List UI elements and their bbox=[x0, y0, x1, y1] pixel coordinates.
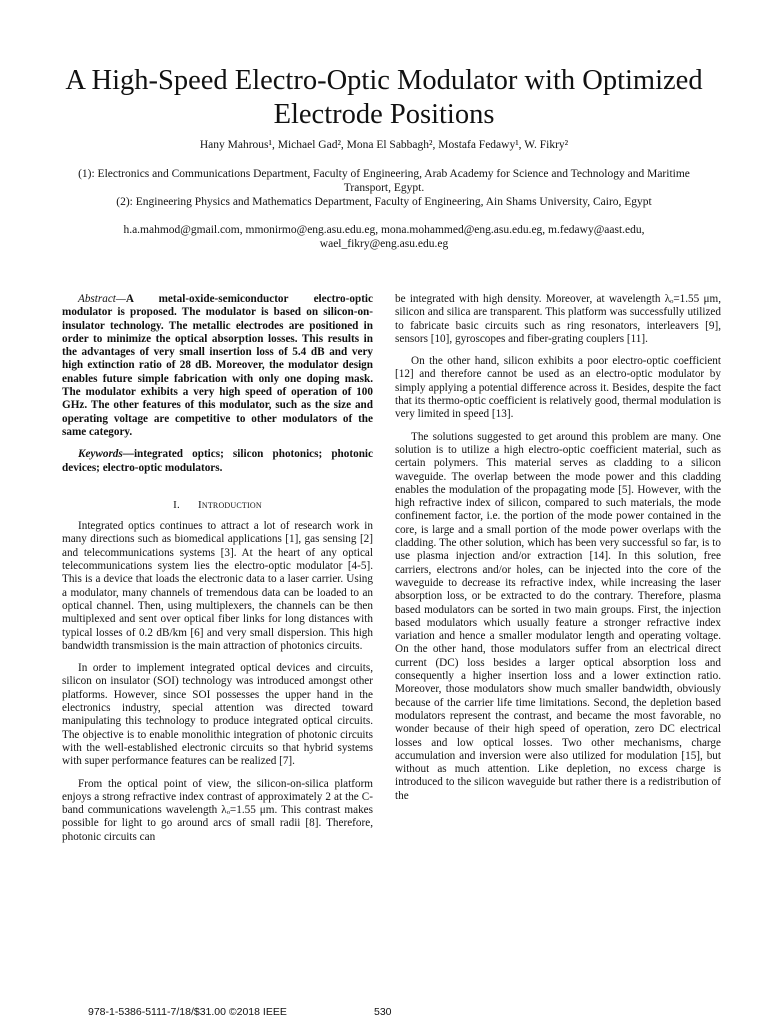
right-column bbox=[395, 293, 721, 812]
right-paragraph-3: The solutions suggested to get around this problem are many. One solution is to utilize a high electro-optic coefficient material, such as certain polymers. This material serves as cladding to a silicon waveguide. The overlap between the mode power and this cladding enables the modulation of the propagating mode [5]. However, with the high refractive index of silicon, compared to such materials, the mode confinement factor, i.e. the portion of the mode power contained in the core, is large and a small portion of the mode power overlaps with the cladding. The other solution, which has been very successful so far, is to use plasma injection and/or extraction [14]. In this solution, free carriers, electrons and/or holes, can be injected into the core of the waveguide to decrease its refractive index, while increasing the laser absorption loss, or be extracted to do the contrary. Therefore, plasma based modulators can be sorted in two main groups. First, the injection based modulators which usually feature a stronger refractive index variation and hence a smaller modulator length and operating voltage. On the other hand, those modulators suffer from an electrical direct current (DC) loss besides a larger optical absorption loss and consequently a higher insertion loss and a lower extinction ratio. Moreover, those modulators show much smaller bandwidth, obviously because of the carrier life time limitations. Second, the depletion based modulators represent the contrast, and became the most favorable, no wonder because of their high speed of operation, zero DC electrical losses and low optical losses. Two other mechanisms, charge accumulation and inversion were also utilized for modulation [15], but without as much attention. Like depletion, no excess charge is introduced to the silicon waveguide but rather there is a redistribution of the bbox=[395, 430, 721, 802]
paper-title: A High-Speed Electro-Optic Modulator with Optimized Electrode Positions bbox=[65, 65, 703, 130]
affiliations bbox=[60, 167, 708, 209]
right-paragraph-1: be integrated with high density. Moreover, at wavelength λₒ=1.55 μm, silicon and silica are transparent. This platform was successfully utilized to fabricate basic circuits such as ring resonators, interleavers [9], sensors [10], gyroscopes and fiber-grating couplers [11]. bbox=[395, 293, 721, 345]
intro-paragraph-2: In order to implement integrated optical devices and circuits, silicon on insulator (SOI) technology was introduced amongst other platforms. However, since SOI possesses the upper hand in the electronics industry, special attention was directed toward manipulating this technology to produce integrated optical circuits. The objective is to enable monolithic integration of photonic circuits with the well-established electronic circuits so that hybrid systems with super performance features can be realized [7]. bbox=[62, 662, 373, 768]
keywords-text: integrated optics; silicon photonics; photonic devices; electro-optic modulators. bbox=[62, 448, 373, 474]
footer-page-number: 530 bbox=[374, 1006, 392, 1018]
right-paragraph-2: On the other hand, silicon exhibits a poor electro-optic coefficient [12] and therefore cannot be used as an electro-optic modulator by simply applying a potential difference across it. Besides, despite the fact that its thermo-optic coefficient is relatively good, thermal modulation is very limited in speed [13]. bbox=[395, 355, 721, 421]
abstract-text: A metal-oxide-semiconductor electro-optic modulator is proposed. The modulator is based on silicon-on-insulator technology. The metallic electrodes are positioned in order to minimize the optical absorption losses. This results in the advantages of very small insertion loss of 5.4 dB and very high extinction ratio of 28 dB. Moreover, the modulator design enables future simple fabrication with only one doping mask. The modulator exhibits a very high speed of operation of 100 GHz. The other features of this modulator, such as the size and operating voltage are competitive to other modulators of the same category. bbox=[62, 293, 373, 438]
section-title: Introduction bbox=[197, 498, 262, 511]
author-emails: h.a.mahmod@gmail.com, mmonirmo@eng.asu.edu.eg, mona.mohammed@eng.asu.edu.eg, m.fedawy@aast.edu, wael_fikry@eng.asu.edu.eg bbox=[123, 224, 645, 250]
intro-paragraph-1: Integrated optics continues to attract a lot of research work in many directions such as biomedical applications [1], gas sensing [2] and telecommunications systems [3]. At the heart of any optical telecommunications system lies the electro-optic modulator [4-5]. This is a device that loads the electronic data to a laser carrier. Using a modulator, many channels of tremendous data can be loaded to an optical channel. Then, using multiplexers, the channels can be then multiplexed and sent over optical fiber links for long distances with typical losses of 0.2 dB/km [6] and very small dispersion. This high bandwidth transmission is the main attraction of photonics circuits. bbox=[62, 520, 373, 652]
keywords-label: Keywords— bbox=[78, 448, 134, 461]
keywords bbox=[62, 448, 373, 475]
left-column bbox=[62, 293, 373, 853]
affiliation-2: (2): Engineering Physics and Mathematics Department, Faculty of Engineering, Ain Shams University, Cairo, Egypt bbox=[116, 196, 652, 208]
section-number: I. bbox=[173, 498, 180, 511]
section-heading bbox=[62, 499, 373, 512]
author-list: Hany Mahrous¹, Michael Gad², Mona El Sabbagh², Mostafa Fedawy¹, W. Fikry² bbox=[199, 139, 569, 151]
abstract-label: Abstract— bbox=[78, 293, 126, 305]
footer-copyright: 978-1-5386-5111-7/18/$31.00 ©2018 IEEE bbox=[88, 1006, 287, 1018]
intro-paragraph-3: From the optical point of view, the silicon-on-silica platform enjoys a strong refractive index contrast of approximately 2 at the C-band communications wavelength λₒ=1.55 μm. This contrast makes possible for light to go around arcs of small radii [8]. Therefore, photonic circuits can bbox=[62, 777, 373, 843]
abstract bbox=[62, 293, 373, 439]
affiliation-1: (1): Electronics and Communications Department, Faculty of Engineering, Arab Academy for Science and Technology and Maritime Transport, Egypt. bbox=[78, 168, 690, 194]
